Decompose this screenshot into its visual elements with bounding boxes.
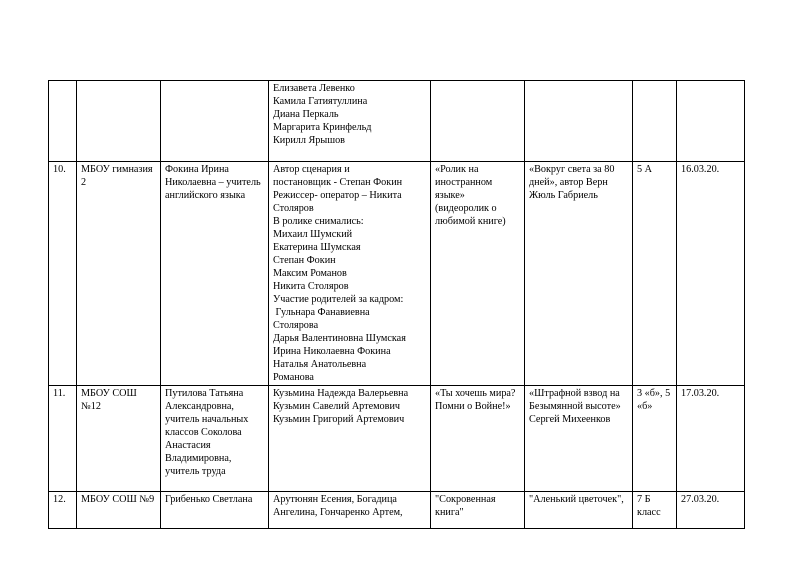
school-cell xyxy=(77,386,161,492)
participant-line: Степан Фокин xyxy=(273,255,336,266)
nomination-text: «Ролик на иностранном языке» (видеоролик о любимой книге) xyxy=(435,164,506,227)
participants-cell xyxy=(269,386,431,492)
num-cell: 12. xyxy=(49,492,77,529)
class-value: 7 Б класс xyxy=(637,494,661,518)
work-cell xyxy=(525,386,633,492)
nomination-cell xyxy=(431,492,525,529)
teacher-cell xyxy=(161,492,269,529)
school-name: МБОУ СОШ №9 xyxy=(81,494,155,505)
teacher-cell xyxy=(161,386,269,492)
num-cell xyxy=(49,81,77,162)
teacher-name: Грибенько Светлана xyxy=(165,494,253,505)
date-cell xyxy=(677,386,745,492)
school-cell xyxy=(77,81,161,162)
participant-name: Диана Перкаль xyxy=(273,109,339,120)
participant-line: постановщик - Степан Фокин xyxy=(273,177,403,188)
participant-line: Автор сценария и xyxy=(273,164,350,175)
table-row xyxy=(49,492,745,529)
participants-cell xyxy=(269,162,431,386)
work-title: «Штрафной взвод на Безымянной высоте» Сергей Михеенков xyxy=(529,388,621,425)
num-cell: 10. xyxy=(49,162,77,386)
participant-line: Ирина Николаевна Фокина xyxy=(273,346,391,357)
work-title: "Аленький цветочек", xyxy=(529,494,624,505)
contest-table xyxy=(48,80,745,529)
school-cell xyxy=(77,162,161,386)
class-cell xyxy=(633,492,677,529)
participant-name: Елизавета Левенко xyxy=(273,83,355,94)
nomination-cell xyxy=(431,386,525,492)
participant-line: Михаил Шумский xyxy=(273,229,353,240)
participant-name: Кирилл Ярышов xyxy=(273,135,345,146)
class-value: 3 «б», 5 «б» xyxy=(637,388,671,412)
date-cell xyxy=(677,492,745,529)
participant-line: Кузьмина Надежда Валерьевна xyxy=(273,388,409,399)
class-cell xyxy=(633,81,677,162)
participant-line: Режиссер- оператор – Никита xyxy=(273,190,402,201)
participant-line: Наталья Анатольевна xyxy=(273,359,367,370)
teacher-cell xyxy=(161,162,269,386)
participant-line: Арутюнян Есения, Богадица Ангелина, Гончаренко Артем, xyxy=(273,494,403,518)
class-value: 5 А xyxy=(637,164,652,175)
participant-line: Столярова xyxy=(273,320,319,331)
date-value: 16.03.20. xyxy=(681,164,720,175)
work-cell xyxy=(525,162,633,386)
table-row xyxy=(49,81,745,162)
participant-name: Камила Гатиятуллина xyxy=(273,96,368,107)
date-cell xyxy=(677,81,745,162)
school-name: МБОУ СОШ №12 xyxy=(81,388,137,412)
participants-cell xyxy=(269,492,431,529)
participant-line: Участие родителей за кадром: xyxy=(273,294,404,305)
nomination-cell xyxy=(431,81,525,162)
num-cell: 11. xyxy=(49,386,77,492)
teacher-cell xyxy=(161,81,269,162)
school-cell xyxy=(77,492,161,529)
participant-line: Столяров xyxy=(273,203,314,214)
participant-line: Екатерина Шумская xyxy=(273,242,361,253)
work-cell xyxy=(525,492,633,529)
class-cell xyxy=(633,162,677,386)
date-cell xyxy=(677,162,745,386)
table-row xyxy=(49,162,745,386)
participant-name: Маргарита Кринфельд xyxy=(273,122,372,133)
participant-line: Кузьмин Савелий Артемович xyxy=(273,401,401,412)
class-cell xyxy=(633,386,677,492)
participant-line: Гульнара Фанавиевна xyxy=(273,307,370,318)
participants-cell xyxy=(269,81,431,162)
nomination-cell xyxy=(431,162,525,386)
work-title: «Вокруг света за 80 дней», автор Верн Жюль Габриель xyxy=(529,164,615,201)
teacher-name: Путилова Татьяна Александровна, учитель начальных классов Соколова Анастасия Владимировна, учитель труда xyxy=(165,388,249,477)
participant-line: Романова xyxy=(273,372,314,383)
nomination-text: "Сокровенная книга" xyxy=(435,494,496,518)
work-cell xyxy=(525,81,633,162)
nomination-text: «Ты хочешь мира? Помни о Войне!» xyxy=(435,388,516,412)
table-row xyxy=(49,386,745,492)
participant-line: Максим Романов xyxy=(273,268,347,279)
school-name: МБОУ гимназия 2 xyxy=(81,164,153,188)
participant-line: Кузьмин Григорий Артемович xyxy=(273,414,405,425)
date-value: 27.03.20. xyxy=(681,494,720,505)
participant-line: В ролике снимались: xyxy=(273,216,364,227)
date-value: 17.03.20. xyxy=(681,388,720,399)
participant-line: Дарья Валентиновна Шумская xyxy=(273,333,406,344)
participant-line: Никита Столяров xyxy=(273,281,349,292)
teacher-name: Фокина Ирина Николаевна – учитель английского языка xyxy=(165,164,261,201)
